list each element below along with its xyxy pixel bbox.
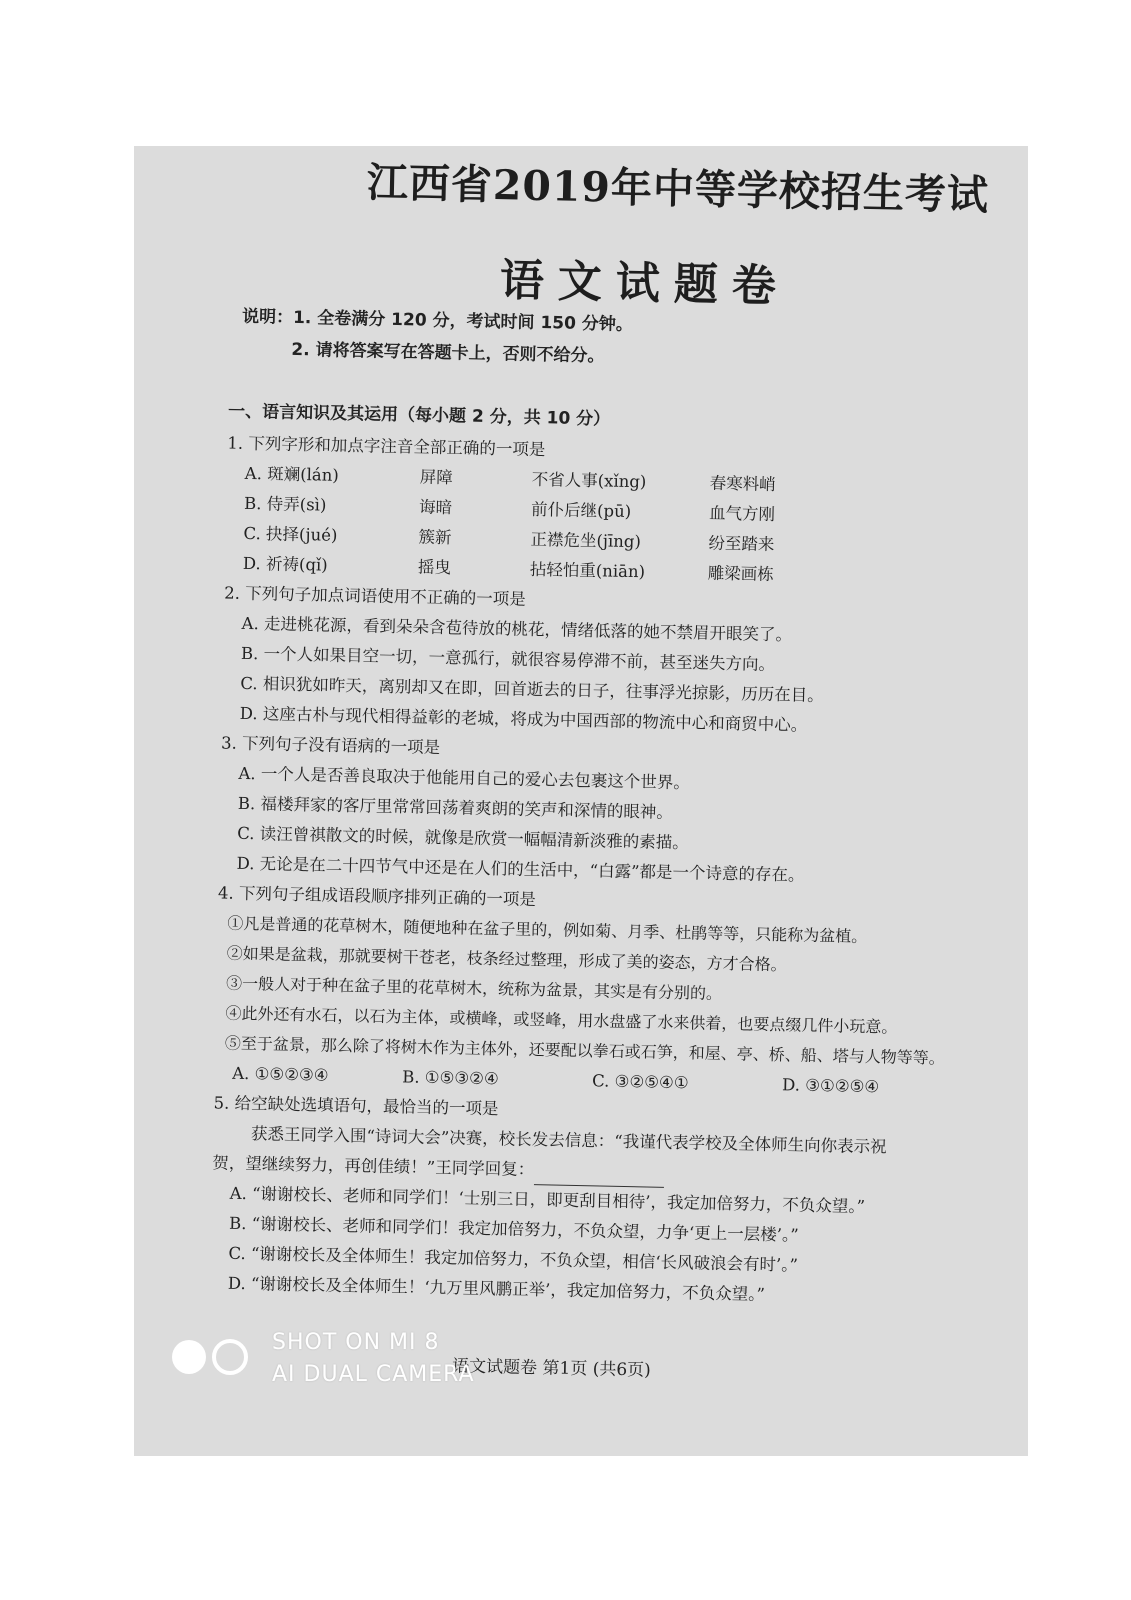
question-5 [210, 1088, 1014, 1315]
section-title: 一、语言知识及其运用（每小题 2 分，共 10 分） [227, 401, 611, 430]
q2-option: B. 一个人如果目空一切，一意孤行，就很容易停滞不前，甚至迷失方向。 [240, 643, 776, 675]
q1-cell: 摇曳 [417, 557, 452, 578]
q4-sentence: ④此外还有水石，以石为主体，或横峰，或竖峰，用水盘盛了水来供着，也要点缀几件小玩意。 [225, 1003, 898, 1037]
q1-cell: 拈轻怕重(niān) [529, 559, 646, 582]
instruction-line-1: 说明：1. 全卷满分 120 分，考试时间 150 分钟。 [241, 306, 634, 335]
lens-ring-icon [212, 1339, 248, 1375]
lens-dot-icon [172, 1340, 206, 1374]
q1-cell: 前仆后继(pū) [530, 499, 632, 521]
question-stem: 5. 给空缺处选填语句，最恰当的一项是 [213, 1093, 499, 1119]
q2-option: D. 这座古朴与现代相得益彰的老城，将成为中国西部的物流中心和商贸中心。 [239, 703, 808, 735]
q3-option: C. 读汪曾祺散文的时候，就像是欣赏一幅幅清新淡雅的素描。 [237, 823, 689, 853]
q5-option: C. “谢谢校长及全体师生！我定加倍努力，不负众望，相信‘长风破浪会有时’。” [228, 1243, 799, 1275]
q1-cell: 正襟危坐(jīng) [530, 529, 642, 552]
question-2 [221, 578, 1024, 745]
q4-sentence: ③一般人对于种在盆子里的花草树木，统称为盆景，其实是有分别的。 [225, 973, 723, 1003]
question-stem: 1. 下列字形和加点字注音全部正确的一项是 [227, 433, 546, 460]
q1-cell: 春寒料峭 [709, 473, 776, 495]
photographed-exam-page [134, 146, 1028, 1456]
instructions [241, 301, 633, 373]
q1-cell: A. 斑斓(lán) [244, 463, 339, 485]
exam-subtitle: 语文试题卷 [499, 255, 791, 313]
q4-answer: D. ③①②⑤④ [781, 1075, 880, 1097]
questions [210, 429, 1028, 1316]
q1-cell: 诲暗 [418, 497, 453, 518]
q1-cell: 不省人事(xǐng) [531, 469, 647, 492]
q1-cell: 雕梁画栋 [707, 563, 774, 584]
watermark-line-2: AI DUAL CAMERA [272, 1362, 475, 1387]
q5-context-text: 贺，望继续努力，再创佳绩！”王同学回复： [212, 1153, 535, 1180]
q1-cell: C. 抉择(jué) [243, 523, 338, 545]
q1-cell: D. 祈祷(qǐ) [242, 553, 328, 575]
q4-answer: C. ③②⑤④① [591, 1071, 689, 1093]
question-1 [225, 429, 1028, 596]
q3-option: A. 一个人是否善良取决于他能用自己的爱心去包裹这个世界。 [238, 763, 691, 793]
q4-answer: A. ①⑤②③④ [232, 1063, 329, 1085]
q4-sentence: ②如果是盆栽，那就要树干苍老，枝条经过整理，形成了美的姿态，方才合格。 [226, 943, 787, 975]
instruction-line-2: 2. 请将答案写在答题卡上，否则不给分。 [291, 339, 605, 367]
page-footer: 语文试题卷 第1页 (共6页) [451, 1356, 652, 1381]
camera-lens-icon [172, 1339, 254, 1375]
q4-sentence: ⑤至于盆景，那么除了将树木作为主体外，还要配以拳石或石笋，和屋、亭、桥、船、塔与人物等等。 [224, 1033, 945, 1068]
watermark-line-1: SHOT ON MI 8 [272, 1330, 440, 1355]
exam-title: 江西省2019年中等学校招生考试 [366, 158, 990, 220]
question-4 [214, 878, 1018, 1105]
q3-option: D. 无论是在二十四节气中还是在人们的生活中，“白露”都是一个诗意的存在。 [236, 853, 805, 885]
q1-cell: 屏障 [419, 467, 453, 488]
q4-sentence: ①凡是普通的花草树木，随便地种在盆子里的，例如菊、月季、杜鹃等等，只能称为盆植。 [227, 913, 868, 947]
q1-cell: 血气方刚 [708, 503, 776, 524]
q4-answer: B. ①⑤③②④ [401, 1067, 499, 1089]
q1-cell: B. 侍弄(sì) [243, 493, 327, 515]
q2-option: C. 相识犹如昨天，离别却又在即，回首逝去的日子，往事浮光掠影，历历在目。 [240, 673, 824, 706]
question-stem: 3. 下列句子没有语病的一项是 [220, 733, 441, 758]
question-3 [218, 728, 1021, 895]
question-stem: 4. 下列句子组成语段顺序排列正确的一项是 [217, 883, 537, 910]
q2-option: A. 走进桃花源，看到朵朵含苞待放的桃花，情绪低落的她不禁眉开眼笑了。 [241, 613, 793, 645]
q5-option: A. “谢谢校长、老师和同学们！‘士别三日，即更刮目相待’，我定加倍努力，不负众望。” [229, 1183, 866, 1217]
q5-context: 获悉王同学入围“诗词大会”决赛，校长发去信息：“我谨代表学校及全体师生向你表示祝 [250, 1124, 887, 1157]
q3-option: B. 福楼拜家的客厅里常常回荡着爽朗的笑声和深情的眼神。 [237, 793, 674, 822]
q5-option: B. “谢谢校长、老师和同学们！我定加倍努力，不负众望，力争‘更上一层楼’。” [228, 1213, 799, 1245]
exam-sheet [134, 146, 1028, 1456]
q1-cell: 簇新 [418, 527, 452, 548]
q5-option: D. “谢谢校长及全体师生！‘九万里风鹏正举’，我定加倍努力，不负众望。” [227, 1273, 766, 1304]
watermark-text [272, 1327, 475, 1391]
question-stem: 2. 下列句子加点词语使用不正确的一项是 [224, 583, 526, 609]
camera-watermark [172, 1325, 475, 1395]
q1-cell: 纷至踏来 [708, 533, 775, 554]
